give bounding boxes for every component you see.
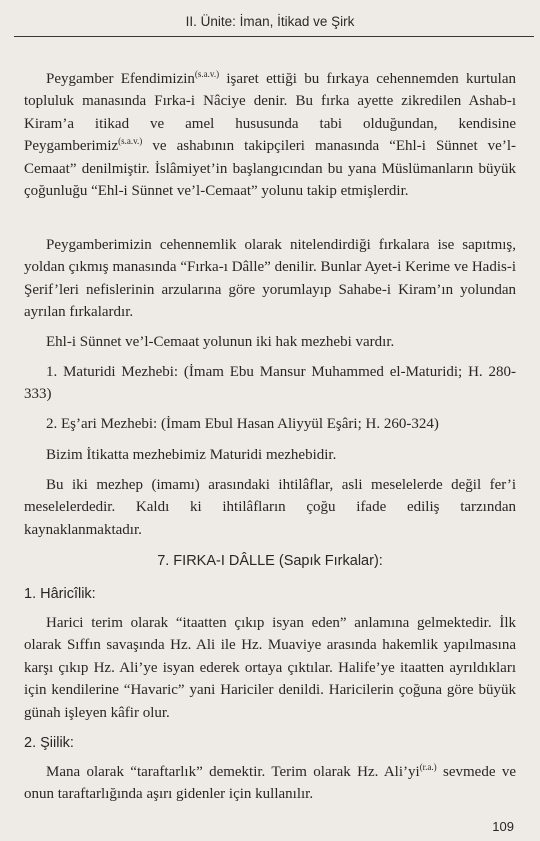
paragraph-our-madhhab: Bizim İtikatta mezhebimiz Maturidi mezhebidir. — [46, 447, 337, 463]
honorific-ra: (r.a.) — [419, 762, 437, 772]
header-rule — [14, 36, 534, 37]
paragraph-fırka-i-dalle: Peygamberimizin cehennemlik olarak nitelendirdiği fırkalara ise sapıtmış, yoldan çıkmış manasında “Fırka-ı Dâlle” denilir. Bunlar Ayet-i Kerime ve Hadis-i Şerif’leri nefislerinin arzularına göre yorumlayıp Sahabe-i Kiram’ın yolundan ayrılan fırkalardır. — [24, 237, 516, 321]
p1-text-end: ve ashabının takipçileri manasında “Ehl-i Sünnet ve’l-Cemaat” denilmiştir. İslâmiyet’in başlangıcından bu yana Müslümanların büyük çoğunluğu “Ehl-i Sünnet ve’l-Cemaat” yolunu takip etmişlerdir. — [24, 138, 516, 200]
p9-text-start: Mana olarak “taraftarlık” demektir. Terim olarak Hz. Ali’yi — [46, 764, 420, 780]
subhead-haricilik: 1. Hâricîlik: — [24, 586, 96, 602]
subhead-siilik: 2. Şiilik: — [24, 735, 74, 751]
paragraph-two-madhhabs: Ehl-i Sünnet ve’l-Cemaat yolunun iki hak mezhebi vardır. — [46, 334, 395, 350]
honorific-sav-2: (s.a.v.) — [118, 136, 143, 147]
running-header: II. Ünite: İman, İtikad ve Şirk — [185, 14, 355, 29]
section-title: 7. FIRKA-I DÂLLE (Sapık Fırkalar): — [157, 553, 383, 569]
paragraph-siilik — [24, 761, 516, 806]
paragraph-haricilik: Harici terim olarak “itaatten çıkıp isyan eden” anlamına gelmektedir. İlk olarak Sıffın savaşında Hz. Ali ile Hz. Muaviye arasında hakemlik yapılmasına karşı çıkıp Hz. Ali’ye isyan ederek ortaya çıktılar. Halife’ye itaatten ayrıldıkları için kendilerine “Havaric” yani Hariciler denildi. Haricilerin çoğuna göre büyük günah işleyen kâfir olur. — [24, 615, 516, 721]
eshari-madhhab: 2. Eş’ari Mezhebi: (İmam Ebul Hasan Aliyyül Eşâri; H. 260-324) — [46, 416, 439, 432]
p9-text-end: sevmede ve onun taraftarlığında aşırı gidenler için kullanılır. — [24, 764, 516, 803]
p1-text-start: Peygamber Efendimizin — [46, 71, 195, 87]
maturidi-madhhab: 1. Maturidi Mezhebi: (İmam Ebu Mansur Muhammed el-Maturidi; H. 280-333) — [24, 364, 516, 403]
honorific-sav: (s.a.v.) — [194, 69, 220, 79]
page-number: 109 — [492, 819, 514, 834]
p1-text-middle: işaret ettiği bu fırkaya cehennemden kurtulan topluluk manasında Fırka-i Nâciye denir. Bu fırka ayette zikredilen Ashab-ı Kiram’a itikad ve amel hususunda tabi olduğundan, kendisine Peygamberimiz — [24, 71, 516, 155]
paragraph-differences: Bu iki mezhep (imamı) arasındaki ihtilâflar, asli meselelerde değil fer’i meselelerdedir. Kaldı ki ihtilâfların çoğu ifade ediliş tarzından kaynaklanmaktadır. — [24, 477, 516, 538]
paragraph-fırka-i-naciye — [24, 68, 516, 202]
